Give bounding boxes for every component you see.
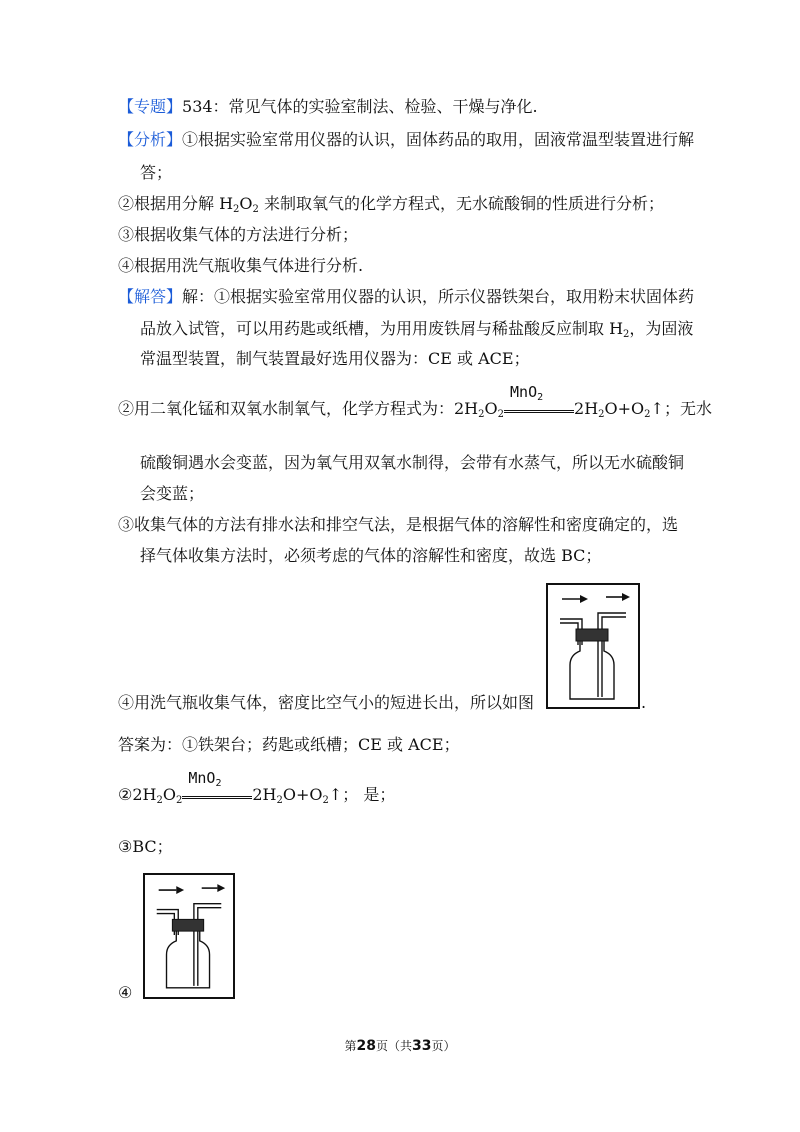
topic-line [118, 96, 538, 118]
wash-bottle-figure-answer [143, 873, 235, 999]
answer-reaction-arrow: MnO$_2$ [182, 784, 252, 806]
answer-line-1: 答案为：①铁架台；药匙或纸槽；CE 或 ACE； [118, 735, 460, 754]
analysis-point-3: ③根据收集气体的方法进行分析； [118, 225, 359, 244]
wash-bottle-icon [145, 875, 233, 997]
total-pages: 33 [412, 1038, 432, 1054]
analysis-line-1 [118, 129, 694, 151]
topic-text: 534：常见气体的实验室制法、检验、干燥与净化. [182, 97, 538, 116]
analysis-point-1: ①根据实验室常用仪器的认识，固体药品的取用，固液常温型装置进行解 [182, 130, 695, 149]
current-page: 28 [356, 1038, 376, 1054]
solution-line-4-end: . [641, 693, 647, 712]
analysis-point-4: ④根据用洗气瓶收集气体进行分析. [118, 256, 364, 275]
page-footer: 第28页（共33页） [344, 1038, 456, 1054]
analysis-line-1b: 答； [140, 163, 173, 182]
solution-line-1b: 品放入试管，可以用药匙或纸槽，为用用废铁屑与稀盐酸反应制取 $H_2$，为固液 [140, 319, 694, 340]
solution-line-1c: 常温型装置，制气装置最好选用仪器为：CE 或 ACE； [140, 349, 530, 368]
solution-line-4: ④用洗气瓶收集气体，密度比空气小的短进长出，所以如图 [118, 693, 535, 712]
solution-line-1: 【解答】解：①根据实验室常用仪器的认识，所示仪器铁架台，取用粉末状固体药 [118, 287, 695, 306]
solution-equation-line: ②用二氧化锰和双氧水制氧气，化学方程式为：$2H_2O_2$ MnO$_2$ $2H_2O+O_2↑$；无水 [118, 383, 712, 420]
solution-tag: 【解答】 [118, 287, 183, 306]
analysis-point-2: ②根据用分解 $H_2O_2$ 来制取氧气的化学方程式，无水硫酸铜的性质进行分析； [118, 194, 665, 215]
wash-bottle-figure [546, 583, 640, 709]
solution-line-2c: 会变蓝； [140, 484, 205, 503]
solution-line-2b: 硫酸铜遇水会变蓝，因为氧气用双氧水制得，会带有水蒸气，所以无水硫酸铜 [140, 453, 685, 472]
analysis-tag: 【分析】 [118, 130, 183, 149]
answer-equation-line: $②2H_2O_2$ MnO$_2$ $2H_2O+O_2↑$； 是； [118, 769, 396, 806]
wash-bottle-icon [548, 585, 638, 707]
reaction-arrow: MnO$_2$ [504, 398, 574, 420]
answer-line-3: ③BC； [118, 837, 173, 856]
solution-line-3a: ③收集气体的方法有排水法和排空气法，是根据气体的溶解性和密度确定的，选 [118, 515, 679, 534]
answer-line-4: ④ [118, 983, 133, 1002]
solution-line-3b: 择气体收集方法时，必须考虑的气体的溶解性和密度，故选 BC； [140, 546, 602, 565]
topic-tag: 【专题】 [118, 97, 183, 116]
